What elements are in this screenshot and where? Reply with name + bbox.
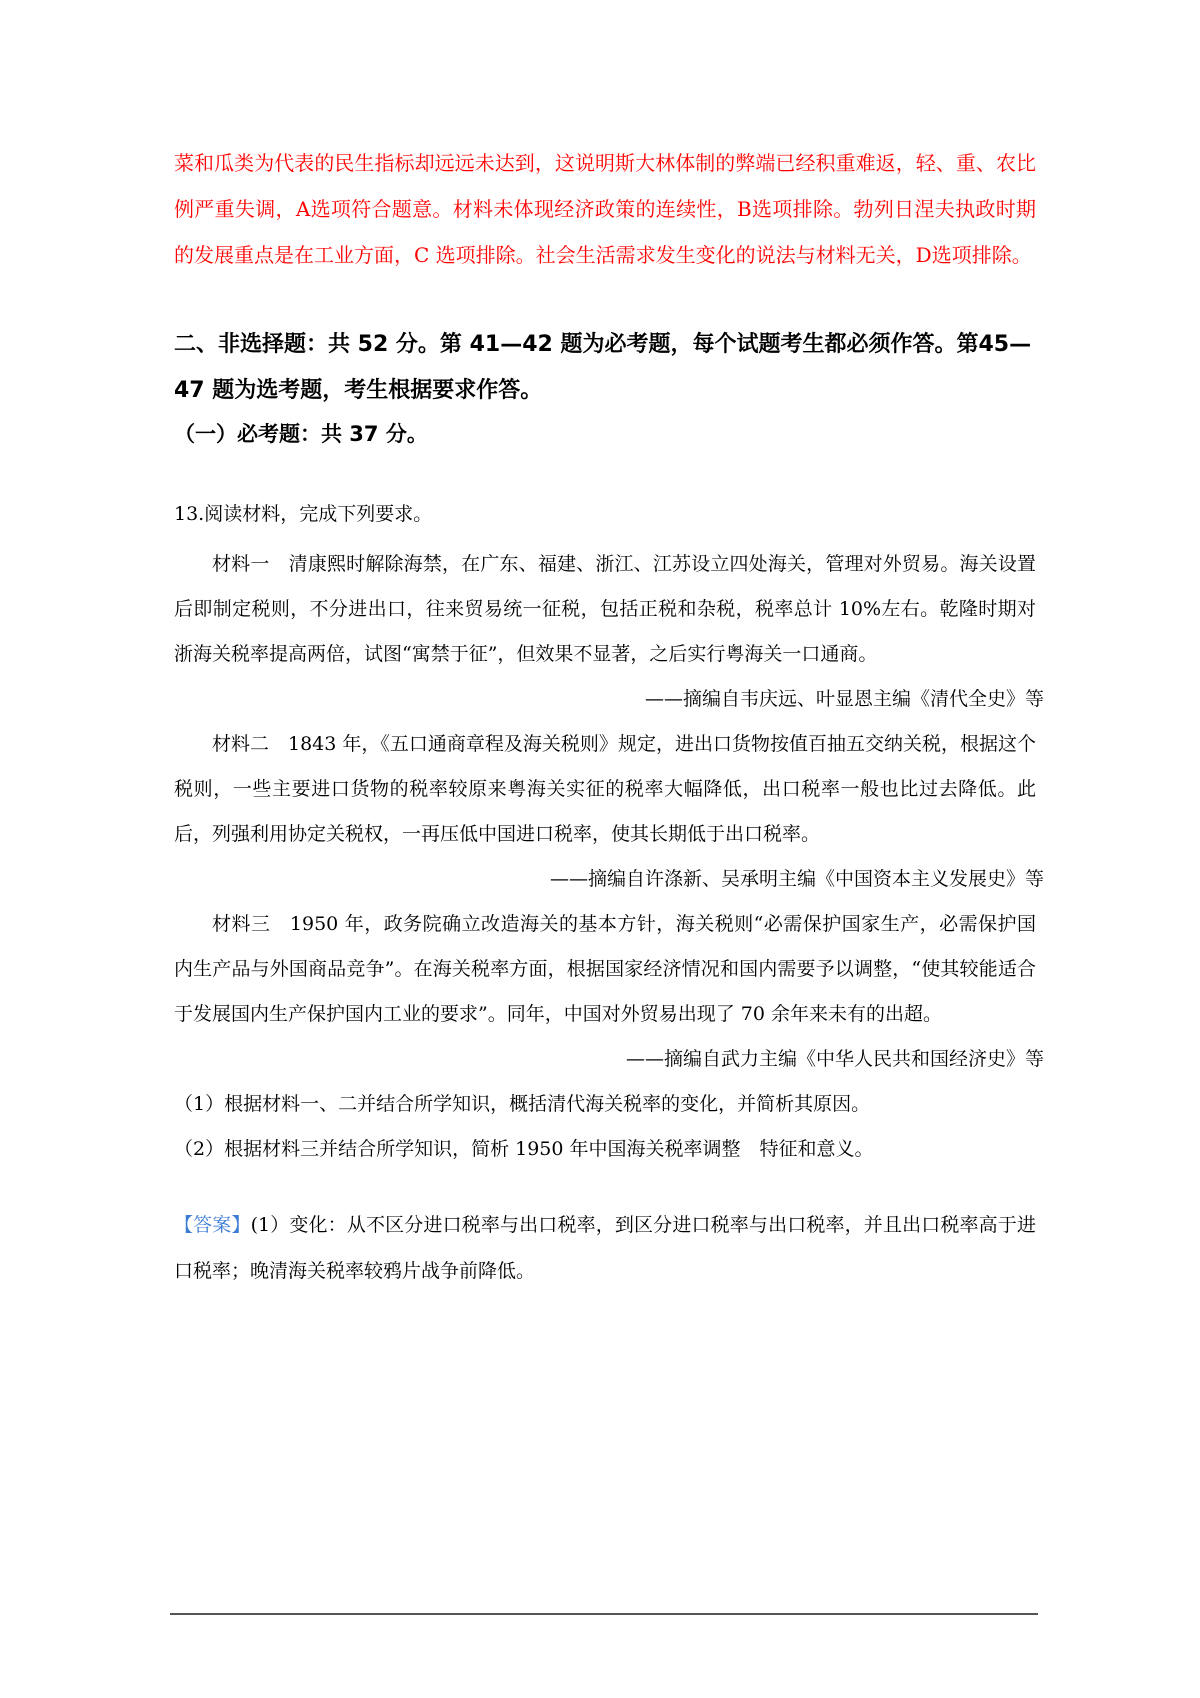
answer-text: (1）变化：从不区分进口税率与出口税率，到区分进口税率与出口税率，并且出口税率高于进口税率；晚清海关税率较鸦片战争前降低。 [174, 1214, 1036, 1282]
section-heading: 二、非选择题：共 52 分。第 41—42 题为必考题，每个试题考生都必须作答。第45—47 题为选考题，考生根据要求作答。 [174, 332, 1032, 403]
requirement-1: （1）根据材料一、二并结合所学知识，概括清代海关税率的变化，并简析其原因。 [174, 1093, 871, 1115]
section-subheading: （一）必考题：共 37 分。 [174, 422, 428, 446]
document-page [174, 140, 1044, 1294]
material-two-source: ——摘编自许涤新、吴承明主编《中国资本主义发展史》等 [549, 868, 1044, 890]
explanation-text: 菜和瓜类为代表的民生指标却远远未达到，这说明斯大林体制的弊端已经积重难返，轻、重、农比例严重失调，A选项符合题意。材料未体现经济政策的连续性，B选项排除。勃列日涅夫执政时期的发展重点是在工业方面，C 选项排除。社会生活需求发生变化的说法与材料无关，D选项排除。 [174, 151, 1036, 267]
material-three-source: ——摘编自武力主编《中华人民共和国经济史》等 [625, 1048, 1044, 1070]
requirement-2: （2）根据材料三并结合所学知识，简析 1950 年中国海关税率调整 特征和意义。 [174, 1138, 874, 1160]
answer-tag: 【答案】 [174, 1214, 251, 1236]
material-two: 材料二 1843 年，《五口通商章程及海关税则》规定，进出口货物按值百抽五交纳关税，根据这个税则，一些主要进口货物的税率较原来粤海关实征的税率大幅降低，出口税率一般也比过去降低。此后，列强利用协定关税权，一再压低中国进口税率，使其长期低于出口税率。 [174, 733, 1036, 845]
question-title: 13.阅读材料，完成下列要求。 [174, 503, 433, 525]
bottom-divider [170, 1613, 1038, 1615]
answer-block [174, 1202, 1036, 1294]
material-one-source: ——摘编自韦庆远、叶显恩主编《清代全史》等 [644, 688, 1044, 710]
material-three: 材料三 1950 年，政务院确立改造海关的基本方针，海关税则“必需保护国家生产，必需保护国内生产品与外国商品竞争”。在海关税率方面，根据国家经济情况和国内需要予以调整，“使其较能适合于发展国内生产保护国内工业的要求”。同年，中国对外贸易出现了 70 余年来未有的出超。 [174, 913, 1036, 1025]
material-one: 材料一 清康熙时解除海禁，在广东、福建、浙江、江苏设立四处海关，管理对外贸易。海关设置后即制定税则，不分进出口，往来贸易统一征税，包括正税和杂税，税率总计 10%左右。乾隆时期对浙海关税率提高两倍，试图“寓禁于征”，但效果不显著，之后实行粤海关一口通商。 [174, 553, 1036, 665]
